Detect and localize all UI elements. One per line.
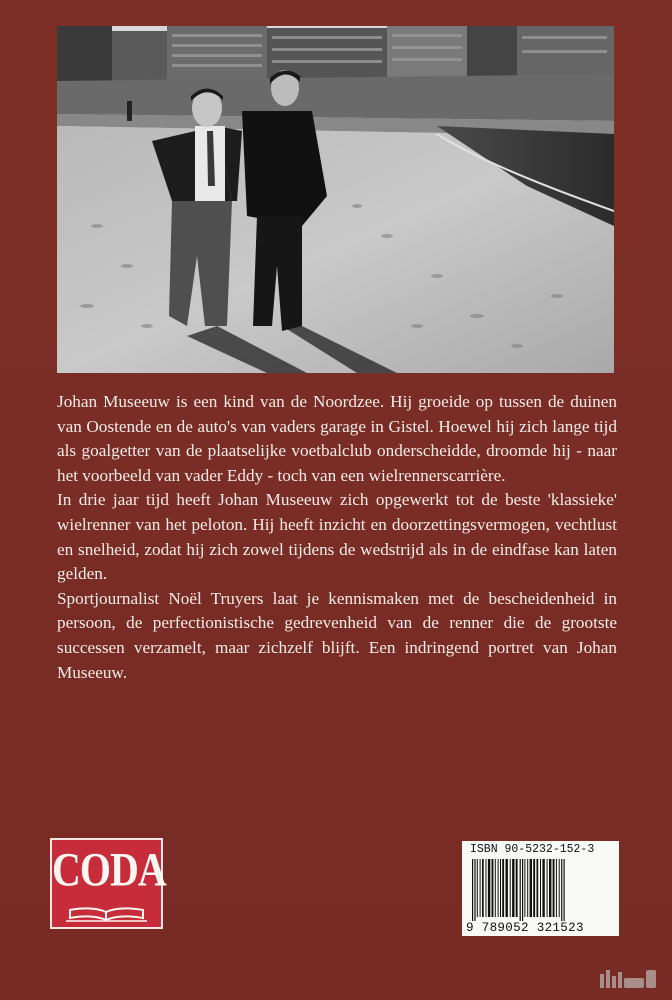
barcode-bar [542, 859, 544, 917]
lastdodo-watermark-icon [592, 966, 666, 996]
blurb-paragraph: In drie jaar tijd heeft Johan Museeuw zich opgewerkt tot de beste 'klassieke' wielrenner van het peloton. Hij heeft inzicht en doorzettingsvermogen, vechtlust en snelheid, zodat hij zich zowel tijdens de wedstrijd als in de eindfase kan laten gelden. [57, 490, 617, 584]
barcode-bar [537, 859, 539, 917]
ean-digits: 9 789052 321523 [466, 921, 584, 935]
book-icon [52, 906, 161, 926]
barcode-bar [498, 859, 499, 917]
barcode-bar [527, 859, 528, 917]
barcode-bar [516, 859, 518, 917]
barcode-bar [492, 859, 494, 917]
barcode-bar [500, 859, 501, 917]
barcode-bar [510, 859, 511, 917]
publisher-logo-text: CODA [52, 842, 166, 897]
barcode [470, 859, 611, 921]
barcode-bar [472, 859, 473, 921]
blurb-paragraph: Sportjournalist Noël Truyers laat je kennismaken met de bescheidenheid in persoon, de perfectionistische gedrevenheid van de renner die de grootste successen verzamelt, maar zichzelf blijft. Een indringend portret van Johan Museeuw. [57, 588, 617, 682]
barcode-bar [482, 859, 484, 917]
back-cover-blurb [57, 390, 617, 685]
barcode-bar [474, 859, 475, 921]
barcode-bar [522, 859, 523, 921]
barcode-bar [559, 859, 560, 917]
isbn-label: ISBN 90-5232-152-3 [470, 843, 595, 856]
publisher-logo [50, 838, 166, 929]
barcode-bar [506, 859, 508, 917]
barcode-bar [512, 859, 514, 917]
blurb-paragraph: Johan Museeuw is een kind van de Noordzee. Hij groeide op tussen de duinen van Oostende en de auto's van vaders garage in Gistel. Hoewel hij zich lange tijd als goalgetter van de plaatselijke voetbalclub onderscheidde, droomde hij - naar het voorbeeld van vader Eddy - toch van een wielrennerscarrière. [57, 392, 617, 485]
barcode-bar [553, 859, 555, 917]
barcode-bar [547, 859, 548, 917]
barcode-area [462, 841, 619, 936]
barcode-bar [549, 859, 551, 917]
barcode-bar [540, 859, 541, 917]
cover-photo [57, 26, 614, 373]
barcode-bar [533, 859, 535, 917]
barcode-bar [530, 859, 532, 917]
barcode-bar [495, 859, 496, 917]
barcode-bar [556, 859, 557, 917]
barcode-bar [520, 859, 521, 921]
barcode-bar [561, 859, 562, 921]
barcode-bar [564, 859, 565, 921]
barcode-bar [524, 859, 525, 917]
barcode-bar [480, 859, 481, 917]
barcode-bar [502, 859, 504, 917]
barcode-bar [488, 859, 490, 917]
barcode-bar [477, 859, 478, 917]
barcode-bar [486, 859, 487, 917]
